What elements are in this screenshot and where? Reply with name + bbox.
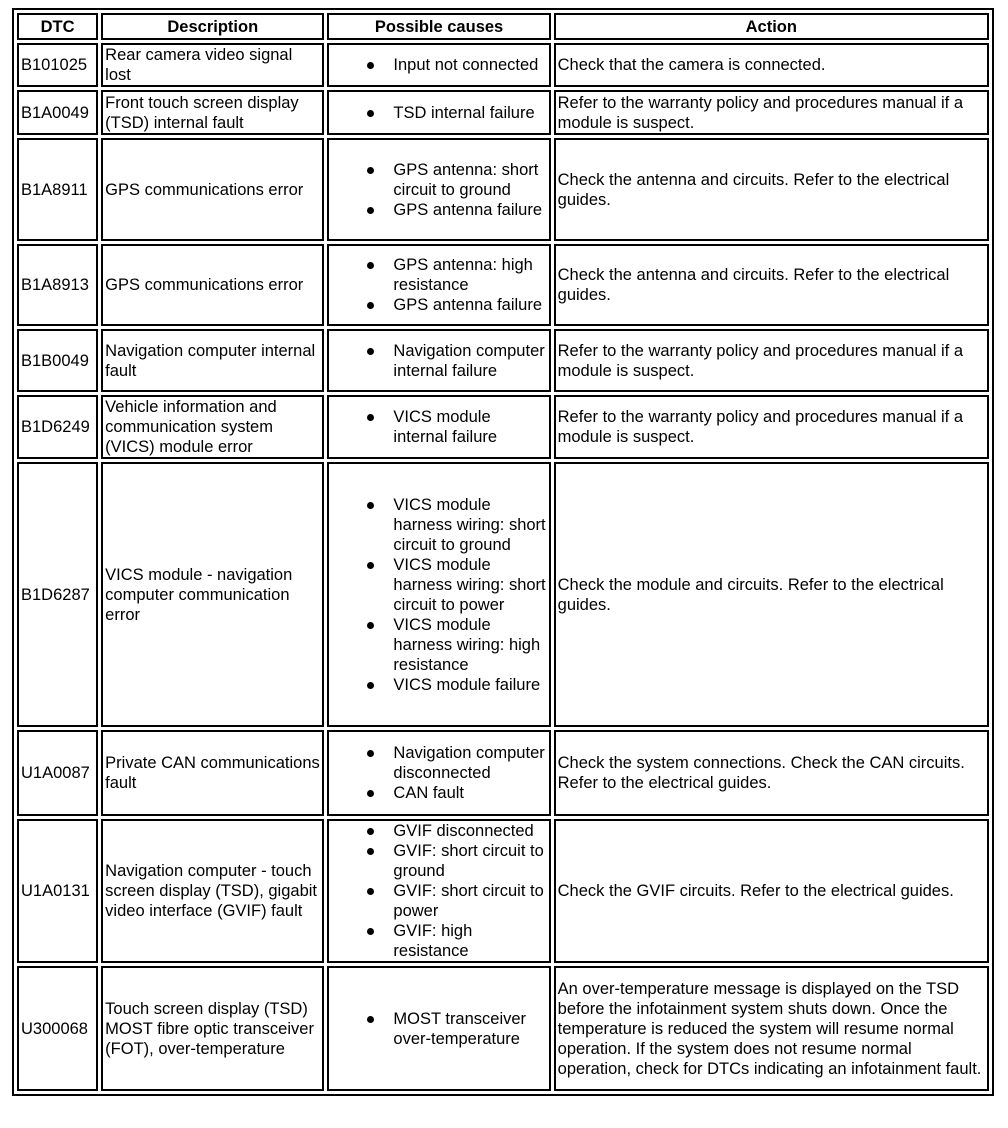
- table-row: [17, 395, 989, 459]
- dtc-description: Front touch screen display (TSD) internal fault: [101, 90, 324, 135]
- dtc-description: Rear camera video signal lost: [101, 43, 324, 87]
- cause-list-item: VICS module failure: [365, 675, 546, 695]
- causes-list: [331, 103, 546, 123]
- cause-list-item: GVIF: short circuit to ground: [365, 841, 546, 881]
- cause-list-item: GPS antenna failure: [365, 295, 546, 315]
- possible-causes-cell: [327, 730, 550, 816]
- table-row: [17, 90, 989, 135]
- dtc-action: Check the GVIF circuits. Refer to the electrical guides.: [554, 819, 989, 963]
- table-body: [17, 43, 989, 1091]
- possible-causes-cell: [327, 138, 550, 241]
- cause-list-item: Input not connected: [365, 55, 546, 75]
- table-row: [17, 244, 989, 326]
- dtc-action: Refer to the warranty policy and procedures manual if a module is suspect.: [554, 395, 989, 459]
- causes-list: [331, 821, 546, 961]
- dtc-action: Check the module and circuits. Refer to the electrical guides.: [554, 462, 989, 727]
- causes-list: [331, 160, 546, 220]
- cause-list-item: VICS module harness wiring: high resistance: [365, 615, 546, 675]
- dtc-description: GPS communications error: [101, 138, 324, 241]
- header-description: Description: [101, 13, 324, 40]
- causes-list: [331, 495, 546, 695]
- possible-causes-cell: [327, 966, 550, 1091]
- dtc-code: B1A0049: [17, 90, 98, 135]
- cause-list-item: Navigation computer internal failure: [365, 341, 546, 381]
- cause-list-item: Navigation computer disconnected: [365, 743, 546, 783]
- possible-causes-cell: [327, 244, 550, 326]
- header-row: [17, 13, 989, 40]
- table-row: [17, 329, 989, 392]
- cause-list-item: VICS module harness wiring: short circuit to ground: [365, 495, 546, 555]
- possible-causes-cell: [327, 329, 550, 392]
- causes-list: [331, 743, 546, 803]
- cause-list-item: VICS module harness wiring: short circuit to power: [365, 555, 546, 615]
- header-dtc: DTC: [17, 13, 98, 40]
- possible-causes-cell: [327, 90, 550, 135]
- table-row: [17, 43, 989, 87]
- causes-list: [331, 1009, 546, 1049]
- cause-list-item: GPS antenna failure: [365, 200, 546, 220]
- cause-list-item: GPS antenna: short circuit to ground: [365, 160, 546, 200]
- table-row: [17, 462, 989, 727]
- dtc-action: Check the antenna and circuits. Refer to the electrical guides.: [554, 138, 989, 241]
- dtc-description: GPS communications error: [101, 244, 324, 326]
- table-row: [17, 138, 989, 241]
- cause-list-item: CAN fault: [365, 783, 546, 803]
- dtc-code: B1D6249: [17, 395, 98, 459]
- cause-list-item: GVIF: high resistance: [365, 921, 546, 961]
- table-row: [17, 819, 989, 963]
- dtc-action: Check the antenna and circuits. Refer to the electrical guides.: [554, 244, 989, 326]
- header-action: Action: [554, 13, 989, 40]
- dtc-action: Refer to the warranty policy and procedures manual if a module is suspect.: [554, 90, 989, 135]
- cause-list-item: VICS module internal failure: [365, 407, 546, 447]
- causes-list: [331, 55, 546, 75]
- dtc-table-wrapper: [12, 8, 994, 1096]
- dtc-code: B1A8911: [17, 138, 98, 241]
- dtc-code: B1A8913: [17, 244, 98, 326]
- possible-causes-cell: [327, 395, 550, 459]
- dtc-description: Navigation computer - touch screen display (TSD), gigabit video interface (GVIF) fault: [101, 819, 324, 963]
- dtc-action: Check that the camera is connected.: [554, 43, 989, 87]
- table-row: [17, 730, 989, 816]
- causes-list: [331, 407, 546, 447]
- causes-list: [331, 255, 546, 315]
- dtc-code: B101025: [17, 43, 98, 87]
- dtc-code: U1A0087: [17, 730, 98, 816]
- dtc-action: Refer to the warranty policy and procedures manual if a module is suspect.: [554, 329, 989, 392]
- dtc-description: Private CAN communications fault: [101, 730, 324, 816]
- cause-list-item: GVIF disconnected: [365, 821, 546, 841]
- possible-causes-cell: [327, 43, 550, 87]
- dtc-action: Check the system connections. Check the CAN circuits. Refer to the electrical guides.: [554, 730, 989, 816]
- cause-list-item: GPS antenna: high resistance: [365, 255, 546, 295]
- dtc-code: B1B0049: [17, 329, 98, 392]
- dtc-code: B1D6287: [17, 462, 98, 727]
- dtc-description: Vehicle information and communication system (VICS) module error: [101, 395, 324, 459]
- dtc-table: [12, 8, 994, 1096]
- table-row: [17, 966, 989, 1091]
- dtc-action: An over-temperature message is displayed on the TSD before the infotainment system shuts down. Once the temperature is reduced the system will resume normal operation. If the system does not resume normal operation, check for DTCs indicating an infotainment fault.: [554, 966, 989, 1091]
- dtc-description: Navigation computer internal fault: [101, 329, 324, 392]
- header-possible-causes: Possible causes: [327, 13, 550, 40]
- cause-list-item: TSD internal failure: [365, 103, 546, 123]
- dtc-code: U300068: [17, 966, 98, 1091]
- dtc-description: VICS module - navigation computer communication error: [101, 462, 324, 727]
- dtc-code: U1A0131: [17, 819, 98, 963]
- cause-list-item: GVIF: short circuit to power: [365, 881, 546, 921]
- cause-list-item: MOST transceiver over-temperature: [365, 1009, 546, 1049]
- possible-causes-cell: [327, 819, 550, 963]
- causes-list: [331, 341, 546, 381]
- dtc-description: Touch screen display (TSD) MOST fibre optic transceiver (FOT), over-temperature: [101, 966, 324, 1091]
- possible-causes-cell: [327, 462, 550, 727]
